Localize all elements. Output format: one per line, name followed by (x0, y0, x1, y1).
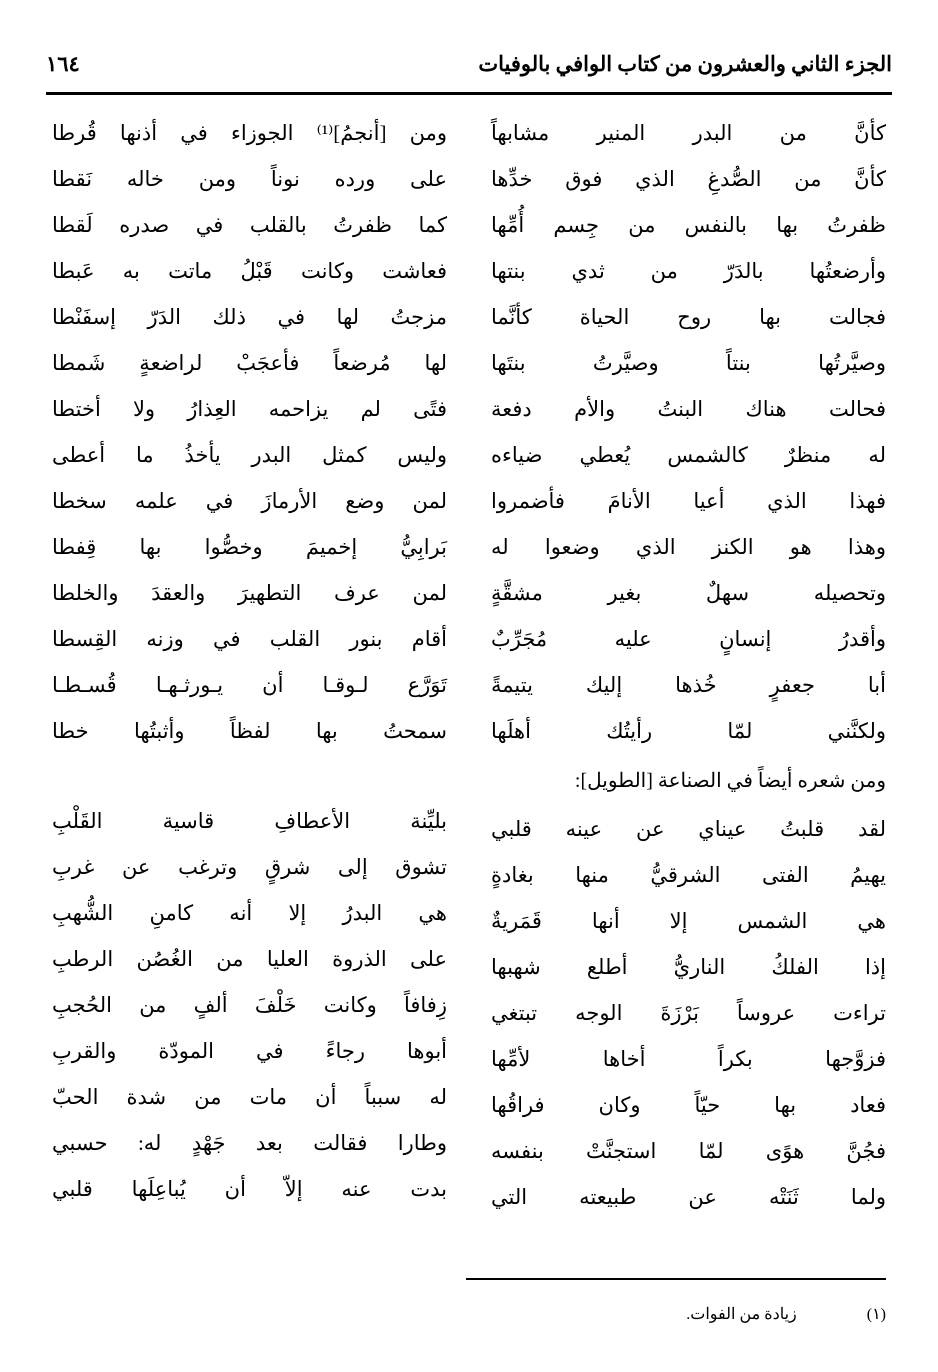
verse-line: فزوَّجها بكراً أخاها لأمِّها (491, 1047, 886, 1071)
verse-line: سمحتُ بها لفظاً وأثبتُها خطا (52, 719, 447, 743)
verse-line: بدت عنه إلاّ أن يُباعِلَها قلبي (52, 1177, 447, 1201)
verse-line: وأقدرُ إنسانٍ عليه مُجَرِّبٌ (491, 627, 886, 651)
verse-line: مزجتُ لها في ذلك الدَرّ إسفَنْطا (52, 305, 447, 329)
verse-line: فعاشت وكانت قَبْلُ ماتت به عَبطا (52, 259, 447, 283)
verse-line: تشوق إلى شرقٍ وترغب عن غربِ (52, 855, 447, 879)
column-right (469, 110, 886, 1252)
verse-line: كأنَّ من الصُّدغِ الذي فوق خدِّها (491, 167, 886, 191)
footnote-divider-rule (466, 1278, 886, 1280)
verse-line: وأرضعتُها بالدَرّ من ثدي بنتها (491, 259, 886, 283)
verse-line: كأنَّ من البدر المنير مشابهاً (491, 121, 886, 145)
verse-line: ولما ثَنَتْه عن طبيعته التي (491, 1185, 886, 1209)
verse-line: فحالت هناك البنتُ والأم دفعة (491, 397, 886, 421)
verse-line: كما ظفرتُ بالقلب في صدره لَقطا (52, 213, 447, 237)
verse-line: هي البدرُ إلا أنه كامنِ الشُّهبِ (52, 901, 447, 925)
verse-line: وطارا فقالت بعد جَهْدٍ له: حسبي (52, 1131, 447, 1155)
verse-line: وصيَّرتُها بنتاً وصيَّرتُ بنتَها (491, 351, 886, 375)
verse-line: لمن وضع الأرمازَ في علمه سخطا (52, 489, 447, 513)
two-column-body (52, 110, 886, 1252)
footnote (466, 1304, 886, 1324)
footnote-text: زيادة من الفوات. (686, 1306, 797, 1323)
page-number: ١٦٤ (46, 51, 80, 76)
verse-line: له سبباً أن مات من شدة الحبّ (52, 1085, 447, 1109)
verse-line: بَرابِيُّ إخميمَ وخصُّوا بها قِفطا (52, 535, 447, 559)
prose-note: ومن شعره أيضاً في الصناعة [الطويل]: (574, 770, 886, 792)
verse-line: أقام بنور القلب في وزنه القِسطا (52, 627, 447, 651)
verse-line: تَوَرَّع لـوقـا أن يـورثـهـا قُسـطـا (52, 673, 447, 697)
verse-line: له منظرٌ كالشمس يُعطي ضياءه (491, 443, 886, 467)
verse-line: وليس كمثل البدر يأخذُ ما أعطى (52, 443, 447, 467)
verse-line: هي الشمس إلا أنها قَمَريةٌ (491, 909, 886, 933)
verse-line: على ورده نوناً ومن خاله نَقطا (52, 167, 447, 191)
page-header (46, 44, 892, 84)
verse-line: فجُنَّ هوًى لمّا استجنَّتْ بنفسه (491, 1139, 886, 1163)
verse-line: أبوها رجاءً في المودّة والقربِ (52, 1039, 447, 1063)
verse-line: تراءت عروساً بَرْزَةَ الوجه تبتغي (491, 1001, 886, 1025)
verse-line: فجالت بها روح الحياة كأنَّما (491, 305, 886, 329)
verse-line: إذا الفلكُ الناريُّ أطلع شهبها (491, 955, 886, 979)
verse-line: زِفافاً وكانت خَلْفَ ألفٍ من الحُجبِ (52, 993, 447, 1017)
verse-line: ظفرتُ بها بالنفس من جِسم أُمِّها (491, 213, 886, 237)
verse-line: يهيمُ الفتى الشرقيُّ منها بغادةٍ (491, 863, 886, 887)
verse-line: لقد قلبتُ عيناي عن عينه قلبي (491, 817, 886, 841)
header-divider-rule (46, 92, 892, 95)
verse-line: وتحصيله سهلٌ بغير مشقَّةٍ (491, 581, 886, 605)
verse-line: ولكنَّني لمّا رأيتُك أهلَها (491, 719, 886, 743)
verse-line: فعاد بها حيّاً وكان فراقُها (491, 1093, 886, 1117)
verse-line: لمن عرف التطهيرَ والعقدَ والخلطا (52, 581, 447, 605)
verse-line: فتًى لم يزاحمه العِذارُ ولا أختطا (52, 397, 447, 421)
verse-line: ومن [أنجمُ]⁽¹⁾ الجوزاء في أذنها قُرطا (52, 121, 447, 145)
verse-line: على الذروة العليا من الغُصُن الرطبِ (52, 947, 447, 971)
stanza-spacer (52, 754, 447, 798)
verse-line: فهذا الذي أعيا الأنامَ فأضمروا (491, 489, 886, 513)
column-left (52, 110, 469, 1252)
header-title: الجزء الثاني والعشرون من كتاب الوافي بالوفيات (478, 51, 892, 76)
verse-line: لها مُرضعاً فأعجَبْ لراضعةٍ شَمطا (52, 351, 447, 375)
footnote-marker: (١) (866, 1306, 886, 1323)
verse-line: بليِّنة الأعطافِ قاسية القَلْبِ (52, 809, 447, 833)
verse-line: وهذا هو الكنز الذي وضعوا له (491, 535, 886, 559)
verse-line: أبا جعفرٍ خُذها إليك يتيمةً (491, 673, 886, 697)
